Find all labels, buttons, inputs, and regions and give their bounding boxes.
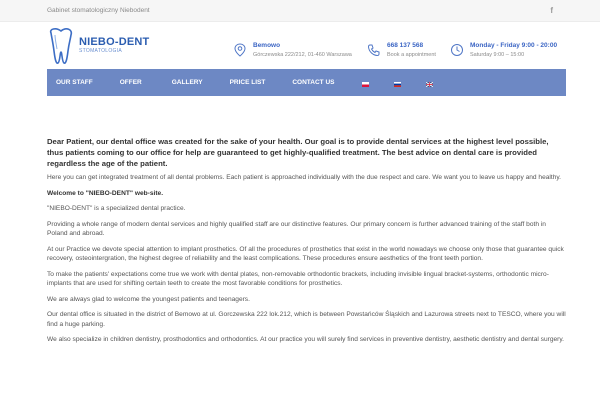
location-title: Bemowo [253, 42, 281, 49]
site-tagline: Gabinet stomatologiczny Niebodent [47, 7, 150, 14]
logo[interactable] [47, 26, 177, 66]
hours-block [450, 42, 557, 58]
flag-uk-icon[interactable] [426, 74, 433, 92]
welcome-heading: Welcome to "NIEBO-DENT" web-site. [47, 189, 164, 197]
facebook-icon[interactable]: f [550, 6, 553, 15]
clock-icon [450, 43, 464, 57]
paragraph-orthodontics: To make the patients' expectations come true we work with dental plates, non-removable orthodontic brackets, including invisible lingual bracket-systems, orthodontic micro-implants that are used for shifting certain teeth to create the most favorable conditions for prosthetics. [47, 270, 549, 287]
hours-title: Monday - Friday 9:00 - 20:00 [470, 42, 558, 49]
intro-paragraph: Dear Patient, our dental office was created for the sake of your health. Our goal is to provide dental services at the highest level possible, thus patients coming to our office for help are guaranteed to get highly-qualified treatment. The best advice on dental care is provided regardless the age of the patient. [47, 137, 549, 168]
logo-title: NIEBO-DENT [79, 36, 150, 48]
phone-number[interactable]: 668 137 568 [387, 42, 424, 49]
nav-gallery[interactable]: GALLERY [171, 79, 203, 86]
paragraph-implants: At our Practice we devote special attention to implant prosthetics. Of all the procedures of prosthetics that exist in the world nowadays we choose only those that guarantee quick recovery, osteointergration, the highest degree of reliability and the least complications. These procedures ensure aesthetics of the front teeth portion. [47, 245, 564, 262]
map-pin-icon [233, 43, 247, 57]
nav-contact-us[interactable]: CONTACT US [292, 79, 335, 86]
flag-poland-icon[interactable] [362, 74, 369, 92]
paragraph-integrated: Here you can get integrated treatment of all dental problems. Each patient is approached individually with the due respect and care. We want you to leave us happy and healthy. [47, 174, 562, 181]
phone-block [367, 42, 436, 58]
location-block [233, 42, 352, 58]
paragraph-specialized: "NIEBO-DENT" is a specialized dental practice. [47, 205, 186, 212]
hours-sub: Saturday 9:00 – 15:00 [470, 52, 525, 58]
nav-offer[interactable]: OFFER [119, 79, 142, 86]
paragraph-services: Providing a whole range of modern dental services and highly qualified staff are our distinctive features. Our primary concern is further advanced training of the staff both in Poland and abroad. [47, 220, 546, 237]
phone-icon [367, 43, 381, 57]
nav-our-staff[interactable]: OUR STAFF [56, 79, 93, 86]
phone-sub: Book a appointment [387, 52, 436, 58]
flag-russia-icon[interactable] [394, 74, 401, 92]
header [0, 22, 600, 69]
main-content [47, 136, 566, 351]
paragraph-specialize: We also specialize in children dentistry, prosthodontics and orthodontics. At our practice you will surely find services in preventive dentistry, aesthetic dentistry and dental surgery. [47, 336, 565, 343]
top-bar [0, 0, 600, 22]
location-address: Górczewska 222/212, 01-460 Warszawa [253, 52, 352, 58]
main-nav [47, 69, 566, 96]
nav-price-list[interactable]: PRICE LIST [229, 79, 266, 86]
paragraph-location: Our dental office is situated in the district of Bemowo at ul. Gorczewska 222 lok.212, which is between Powstańców Śląskich and Lazurowa streets next to TESCO, where you will find a huge parking. [47, 311, 566, 328]
tooth-logo-icon [47, 27, 75, 65]
paragraph-youngest: We are always glad to welcome the youngest patients and teenagers. [47, 295, 250, 303]
logo-subtitle: STOMATOLOGIA [79, 48, 123, 54]
